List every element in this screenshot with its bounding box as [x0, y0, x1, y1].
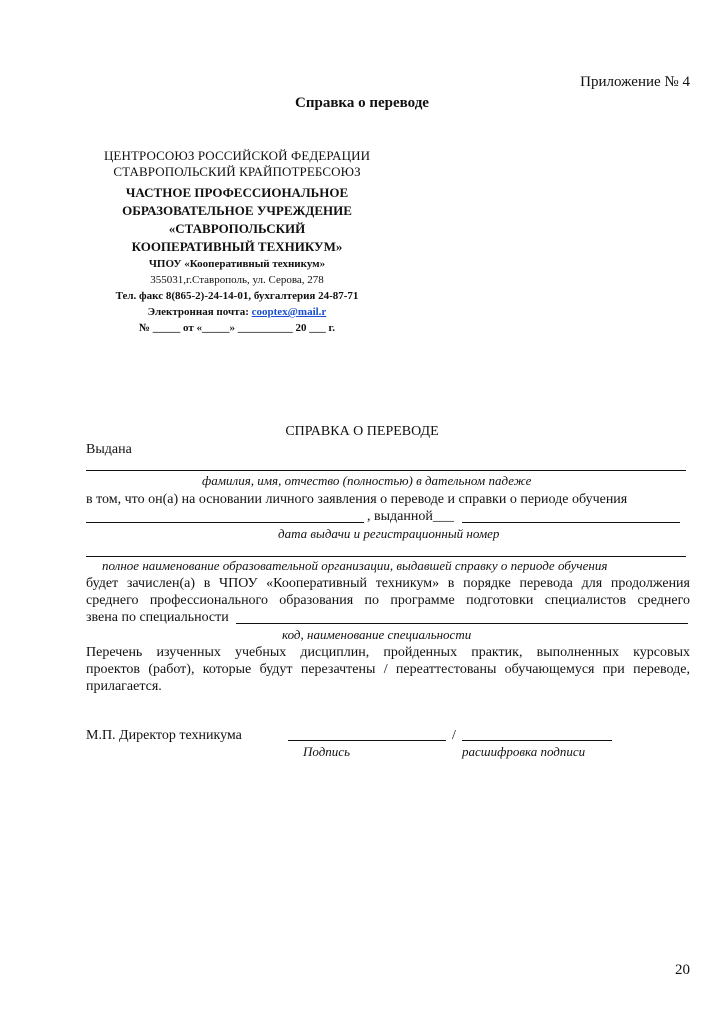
caption-organization: полное наименование образовательной организации, выдавшей справку о периоде обучения [102, 558, 608, 573]
institution-email-row [72, 304, 402, 320]
organization-blank-line [86, 556, 686, 557]
institution-address: 355031,г.Ставрополь, ул. Серова, 278 [150, 274, 324, 286]
registration-number-line: № _____ от «_____» __________ 20 ___ г. [138, 322, 336, 334]
institution-short-name: ЧПОУ «Кооперативный техникум» [148, 258, 326, 270]
institution-name-line-3: «СТАВРОПОЛЬСКИЙ [168, 221, 306, 236]
institution-name-line-2: ОБРАЗОВАТЕЛЬНОЕ УЧРЕЖДЕНИЕ [122, 203, 352, 218]
letterhead [72, 148, 402, 336]
caption-signature-decode: расшифровка подписи [462, 744, 586, 759]
basis-line: в том, что он(а) на основании личного заявления о переводе и справки о периоде обучения [86, 492, 628, 507]
org-line-1: ЦЕНТРОСОЮЗ РОССИЙСКОЙ ФЕДЕРАЦИИ [103, 148, 371, 163]
appendix-label: Приложение № 4 [580, 74, 690, 90]
caption-specialty: код, наименование специальности [282, 627, 472, 642]
signature-label: М.П. Директор техникума [86, 728, 242, 743]
org-line-2: СТАВРОПОЛЬСКИЙ КРАЙПОТРЕБСОЮЗ [113, 164, 361, 179]
institution-name-line-4: КООПЕРАТИВНЫЙ ТЕХНИКУМ» [131, 239, 343, 254]
issuer-blank-line [462, 522, 680, 523]
enrolled-line-2: среднего профессионального образования по программе подготовки специалистов среднего [86, 593, 690, 608]
certificate-title: СПРАВКА О ПЕРЕВОДЕ [285, 424, 439, 439]
enrolled-line-3: звена по специальности [86, 610, 229, 625]
list-line-2: проектов (работ), которые будут перезачтены / переаттестованы обучающемуся при переводе, [86, 662, 690, 677]
document-title: Справка о переводе [295, 95, 429, 111]
email-link[interactable]: cooptex@mail.r [251, 306, 327, 318]
institution-phones: Тел. факс 8(865-2)-24-14-01, бухгалтерия 24-87-71 [115, 290, 359, 302]
issued-label: Выдана [86, 442, 132, 457]
signature-blank-line [288, 740, 446, 741]
signature-slash: / [452, 728, 456, 743]
caption-full-name: фамилия, имя, отчество (полностью) в дательном падеже [202, 473, 532, 488]
caption-date-number: дата выдачи и регистрационный номер [278, 526, 500, 541]
list-line-3: прилагается. [86, 679, 162, 694]
issued-by-text: , выданной___ [367, 509, 454, 524]
decode-blank-line [462, 740, 612, 741]
list-line-1: Перечень изученных учебных дисциплин, пройденных практик, выполненных курсовых [86, 645, 690, 660]
institution-name-line-1: ЧАСТНОЕ ПРОФЕССИОНАЛЬНОЕ [125, 185, 349, 200]
email-label: Электронная почта: [147, 306, 249, 318]
caption-signature: Подпись [303, 744, 350, 759]
enrolled-line-1: будет зачислен(а) в ЧПОУ «Кооперативный техникум» в порядке перевода для продолжения [86, 576, 690, 591]
certificate-blank-line [86, 522, 364, 523]
page-number: 20 [675, 962, 690, 978]
specialty-blank-line [236, 623, 688, 624]
name-blank-line [86, 470, 686, 471]
